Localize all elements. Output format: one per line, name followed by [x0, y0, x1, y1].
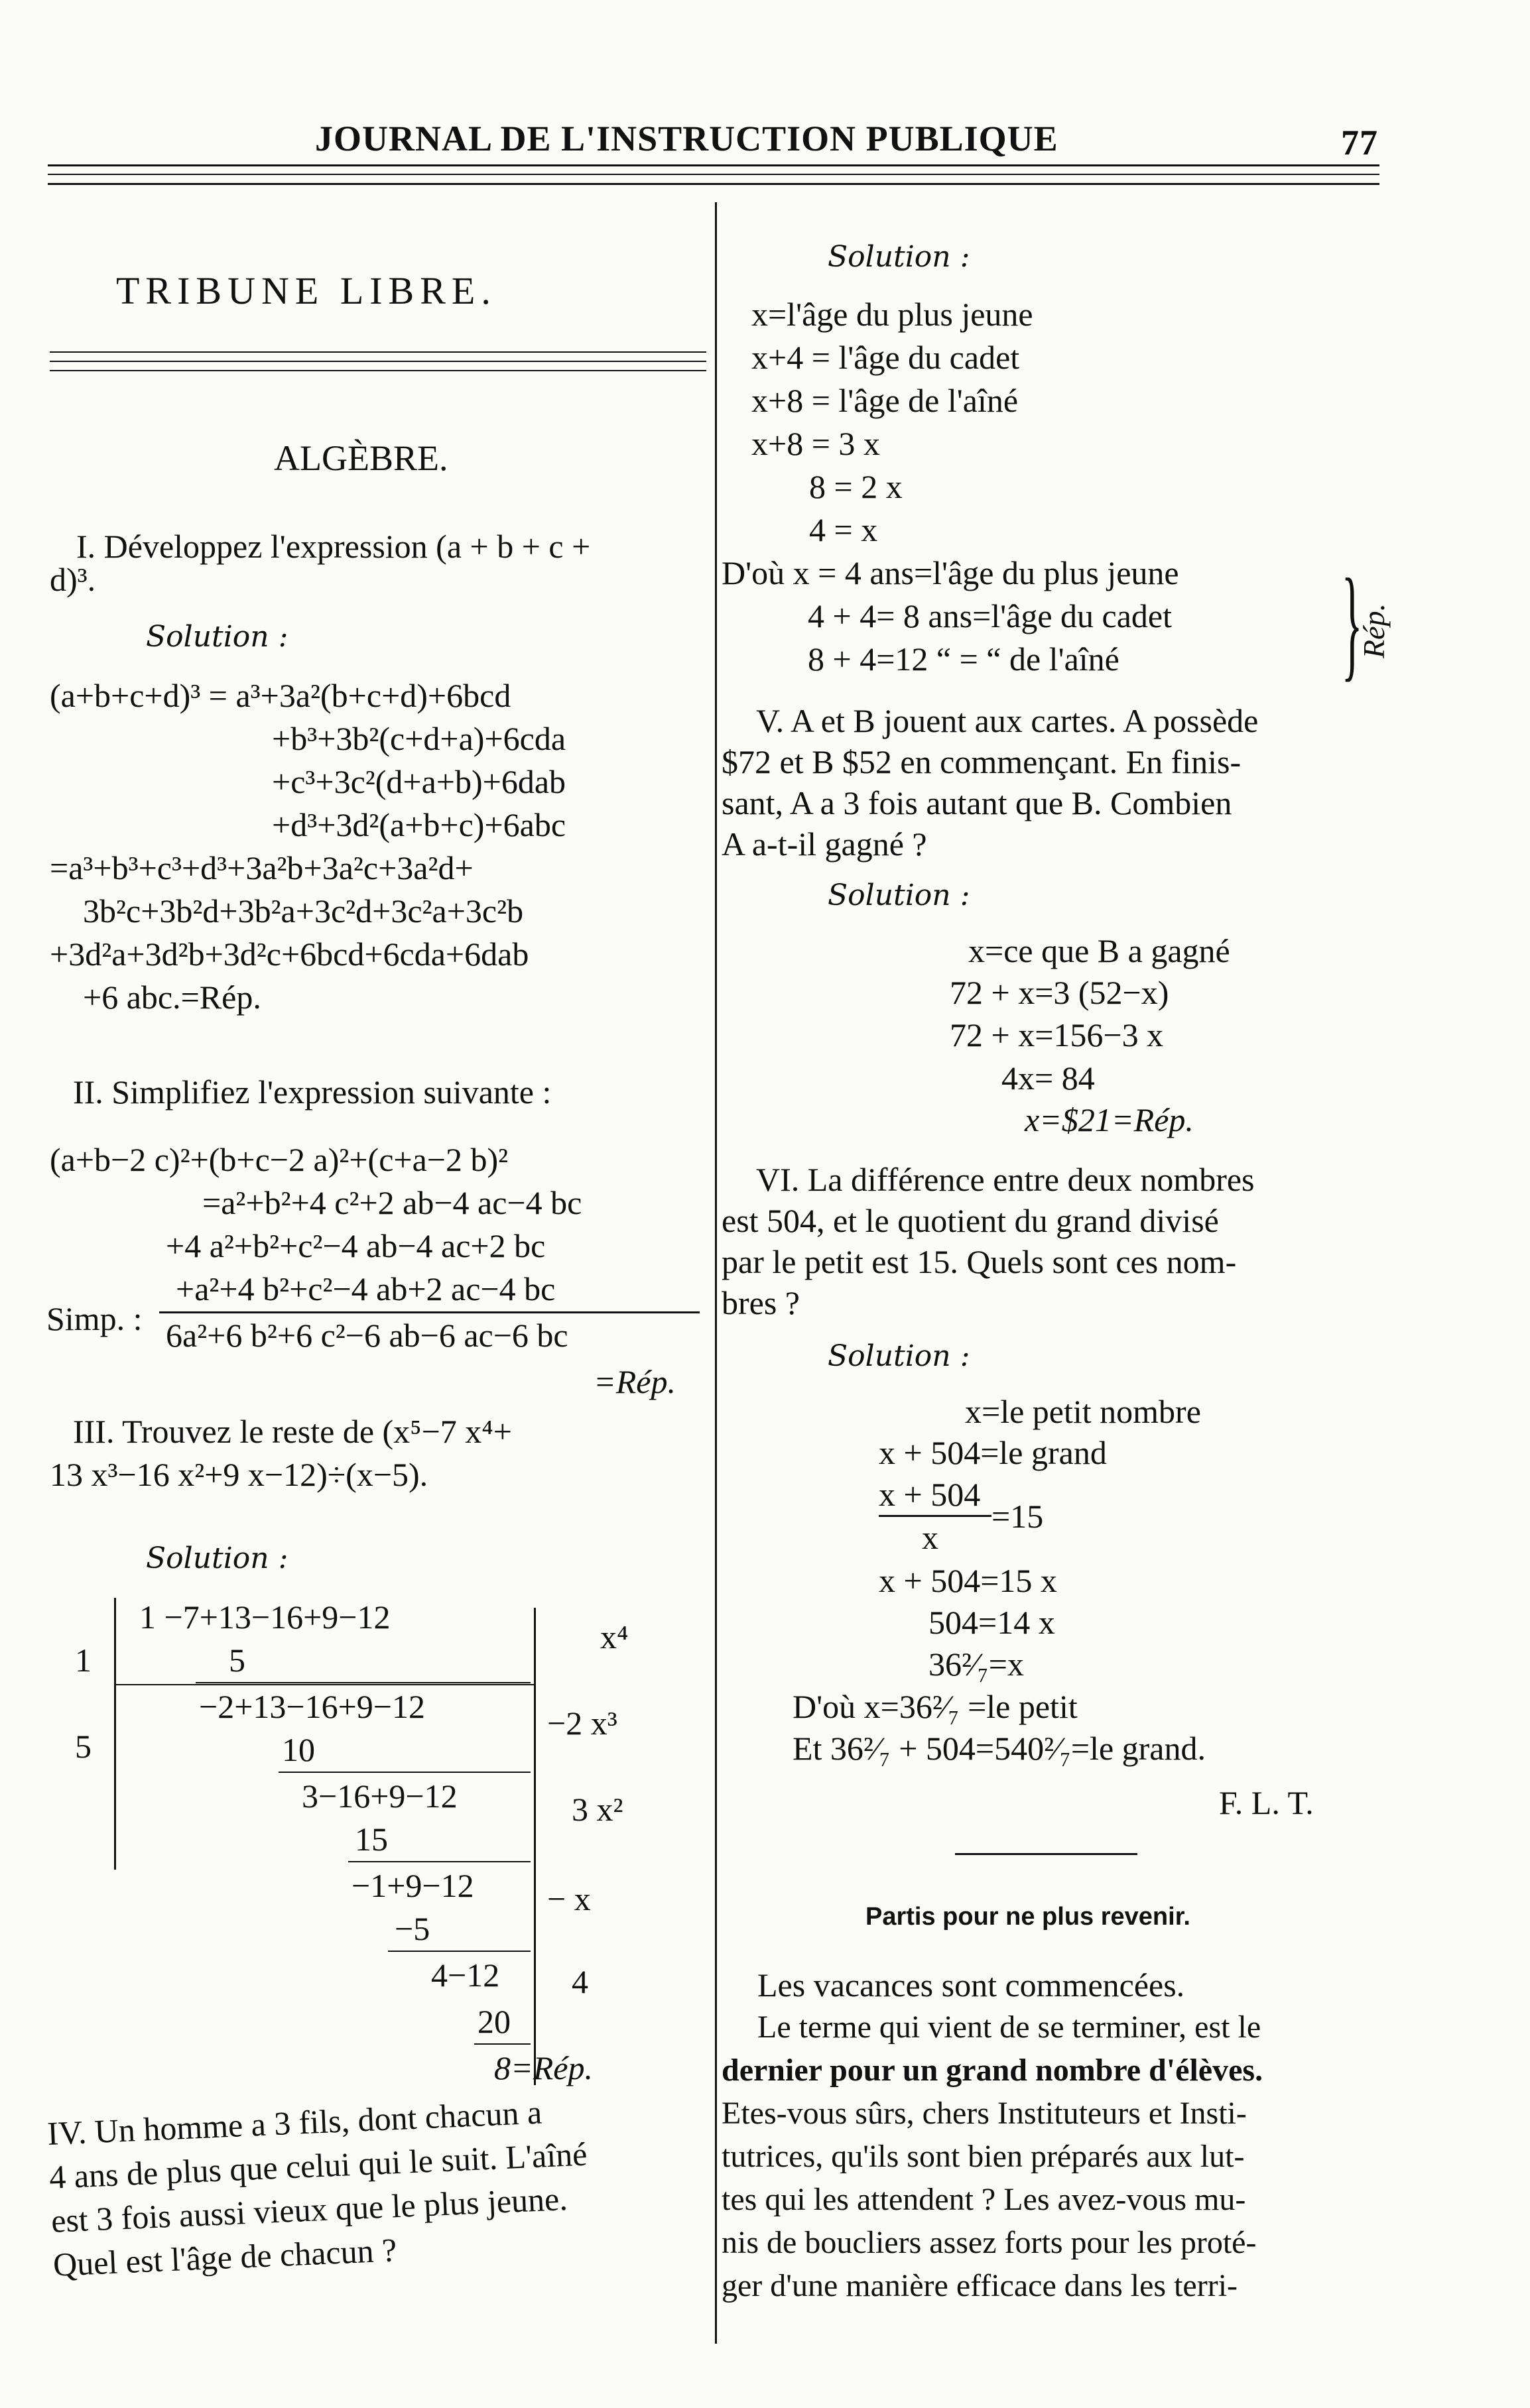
article-line: dernier pour un grand nombre d'élèves. [722, 2053, 1263, 2088]
solution-label: Solution : [828, 240, 970, 274]
division-row: −5 [395, 1910, 430, 1947]
solution-line: +c³+3c²(d+a+b)+6dab [272, 763, 566, 800]
solution-label: Solution : [828, 878, 970, 912]
column-divider [715, 202, 717, 2344]
age-line: 4 = x [809, 511, 878, 548]
article-line: nis de boucliers assez forts pour les proté- [722, 2225, 1257, 2260]
division-multiplier: 1 [75, 1642, 92, 1679]
header-rule-bottom [48, 183, 1379, 185]
sum-rule [159, 1311, 700, 1313]
problem-4-line: 4 ans de plus que celui qui le suit. L'aîné [48, 2135, 588, 2196]
problem-1-line-2: d)³. [50, 561, 96, 598]
problem-5-line: sant, A a 3 fois autant que B. Combien [722, 784, 1232, 821]
division-row: 10 [282, 1731, 315, 1768]
simp-label: Simp. : [46, 1300, 143, 1337]
problem-4-line: Quel est l'âge de chacun ? [52, 2231, 398, 2283]
numbers-line: 504=14 x [928, 1604, 1055, 1641]
age-line: x+4 = l'âge du cadet [751, 339, 1020, 376]
cards-line: 72 + x=3 (52−x) [950, 974, 1169, 1011]
problem-1-line-1: I. Développez l'expression (a + b + c + [76, 528, 591, 565]
brace-glyph: } [1341, 554, 1363, 693]
simplify-rep: =Rép. [594, 1363, 676, 1400]
problem-6-line: bres ? [722, 1284, 800, 1321]
fraction-denominator: x [922, 1519, 938, 1556]
solution-line: 3b²c+3b²d+3b²a+3c²d+3c²a+3c²b [83, 892, 524, 930]
article-line: Les vacances sont commencées. [757, 1966, 1185, 2004]
solution-label: Solution : [828, 1339, 970, 1373]
problem-6-line: est 504, et le quotient du grand divisé [722, 1202, 1219, 1239]
division-rule [388, 1951, 531, 1952]
simplify-line: +a²+4 b²+c²−4 ab+2 ac−4 bc [176, 1270, 556, 1307]
solution-line: +b³+3b²(c+d+a)+6cda [272, 720, 566, 757]
fraction-equals: =15 [991, 1498, 1044, 1535]
age-line: 8 = 2 x [809, 468, 903, 505]
division-rule [196, 1682, 531, 1683]
article-title: Partis pour ne plus revenir. [865, 1903, 1190, 1931]
problem-5-line: V. A et B jouent aux cartes. A possède [756, 702, 1259, 739]
quotient-term: −2 x³ [547, 1705, 617, 1742]
division-row: 1 −7+13−16+9−12 [139, 1598, 391, 1636]
page-number: 77 [1341, 123, 1378, 162]
section-rule-1 [50, 351, 706, 353]
solution-line: +d³+3d²(a+b+c)+6abc [272, 806, 566, 843]
simplify-line: (a+b−2 c)²+(b+c−2 a)²+(c+a−2 b)² [50, 1141, 509, 1178]
header-rule-mid [48, 174, 1379, 175]
numbers-line: 36²⁄₇=x [928, 1646, 1024, 1683]
age-answer: D'où x = 4 ans=l'âge du plus jeune [722, 554, 1179, 591]
solution-line: +3d²a+3d²b+3d²c+6bcd+6cda+6dab [50, 935, 529, 973]
division-rule [348, 1861, 531, 1862]
numbers-line: x=le petit nombre [965, 1393, 1201, 1430]
numbers-answer: Et 36²⁄₇ + 504=540²⁄₇=le grand. [793, 1730, 1206, 1767]
age-answer: 4 + 4= 8 ans=l'âge du cadet [808, 597, 1172, 634]
solution-line: +6 abc.=Rép. [83, 979, 261, 1016]
division-row: −2+13−16+9−12 [199, 1688, 425, 1725]
rep-side-label: Rép. [1357, 603, 1391, 659]
article-line: tutrices, qu'ils sont bien préparés aux lut- [722, 2139, 1245, 2174]
division-row: 3−16+9−12 [302, 1777, 458, 1815]
article-line: Etes-vous sûrs, chers Instituteurs et Insti- [722, 2096, 1247, 2131]
problem-3-line-1: III. Trouvez le reste de (x⁵−7 x⁴+ [73, 1413, 512, 1450]
journal-title: JOURNAL DE L'INSTRUCTION PUBLIQUE [315, 119, 1058, 158]
age-line: x+8 = 3 x [751, 425, 880, 462]
solution-line: =a³+b³+c³+d³+3a²b+3a²c+3a²d+ [50, 849, 474, 886]
problem-5-line: $72 et B $52 en commençant. En finis- [722, 743, 1242, 780]
division-row: 15 [355, 1821, 388, 1858]
age-answer: 8 + 4=12 “ = “ de l'aîné [808, 640, 1119, 678]
article-line: Le terme qui vient de se terminer, est le [757, 2010, 1261, 2045]
simplify-line: =a²+b²+4 c²+2 ab−4 ac−4 bc [202, 1184, 582, 1221]
quotient-term: 4 [572, 1963, 588, 2000]
problem-5-line: A a-t-il gagné ? [722, 825, 927, 863]
problem-2: II. Simplifiez l'expression suivante : [73, 1073, 552, 1111]
numbers-line: x + 504=15 x [879, 1562, 1057, 1599]
section-rule-3 [50, 370, 706, 371]
division-row: 20 [478, 2003, 511, 2040]
header-rule-top [48, 164, 1379, 166]
cards-line: 4x= 84 [1001, 1059, 1095, 1097]
fraction-bar [879, 1515, 991, 1517]
quotient-term: x⁴ [600, 1618, 629, 1656]
division-multiplier: 5 [75, 1728, 92, 1765]
problem-6-line: par le petit est 15. Quels sont ces nom- [722, 1243, 1237, 1280]
subsection-title: ALGÈBRE. [274, 438, 448, 478]
age-line: x=l'âge du plus jeune [751, 296, 1033, 333]
division-left-bar [114, 1598, 116, 1870]
division-rule [474, 2043, 531, 2045]
article-line: ger d'une manière efficace dans les terri- [722, 2268, 1238, 2303]
article-line: tes qui les attendent ? Les avez-vous mu- [722, 2182, 1246, 2217]
division-result: 8=Rép. [494, 2049, 593, 2086]
solution-label: Solution : [146, 620, 288, 654]
cards-line: 72 + x=156−3 x [950, 1016, 1164, 1054]
numbers-line: x + 504=le grand [879, 1434, 1107, 1471]
division-right-bar [534, 1608, 536, 2085]
cards-result: x=$21=Rép. [1025, 1101, 1194, 1138]
solution-label: Solution : [146, 1541, 288, 1575]
problem-4-line: est 3 fois aussi vieux que le plus jeune. [50, 2179, 568, 2240]
section-rule-2 [50, 361, 706, 362]
solution-line: (a+b+c+d)³ = a³+3a²(b+c+d)+6bcd [50, 677, 511, 714]
problem-3-line-2: 13 x³−16 x²+9 x−12)÷(x−5). [50, 1456, 428, 1493]
numbers-answer: D'où x=36²⁄₇ =le petit [793, 1688, 1078, 1725]
problem-4-line: IV. Un homme a 3 fils, dont chacun a [46, 2093, 543, 2152]
signature: F. L. T. [1219, 1784, 1314, 1821]
division-row: 4−12 [431, 1957, 500, 1994]
cards-line: x=ce que B a gagné [968, 932, 1230, 969]
simplify-line: +4 a²+b²+c²−4 ab−4 ac+2 bc [166, 1227, 546, 1264]
quotient-term: − x [547, 1880, 591, 1917]
age-line: x+8 = l'âge de l'aîné [751, 382, 1019, 419]
quotient-term: 3 x² [572, 1791, 623, 1828]
problem-4-block [46, 2088, 592, 2287]
division-rule-top [116, 1684, 534, 1685]
division-rule [279, 1772, 531, 1773]
problem-6-line: VI. La différence entre deux nombres [756, 1161, 1255, 1198]
article-separator [955, 1853, 1137, 1855]
section-title: TRIBUNE LIBRE. [116, 269, 497, 312]
simplify-line: 6a²+6 b²+6 c²−6 ab−6 ac−6 bc [166, 1317, 568, 1354]
division-row: 5 [229, 1642, 245, 1679]
fraction-numerator: x + 504 [879, 1476, 981, 1513]
division-row: −1+9−12 [351, 1867, 474, 1904]
